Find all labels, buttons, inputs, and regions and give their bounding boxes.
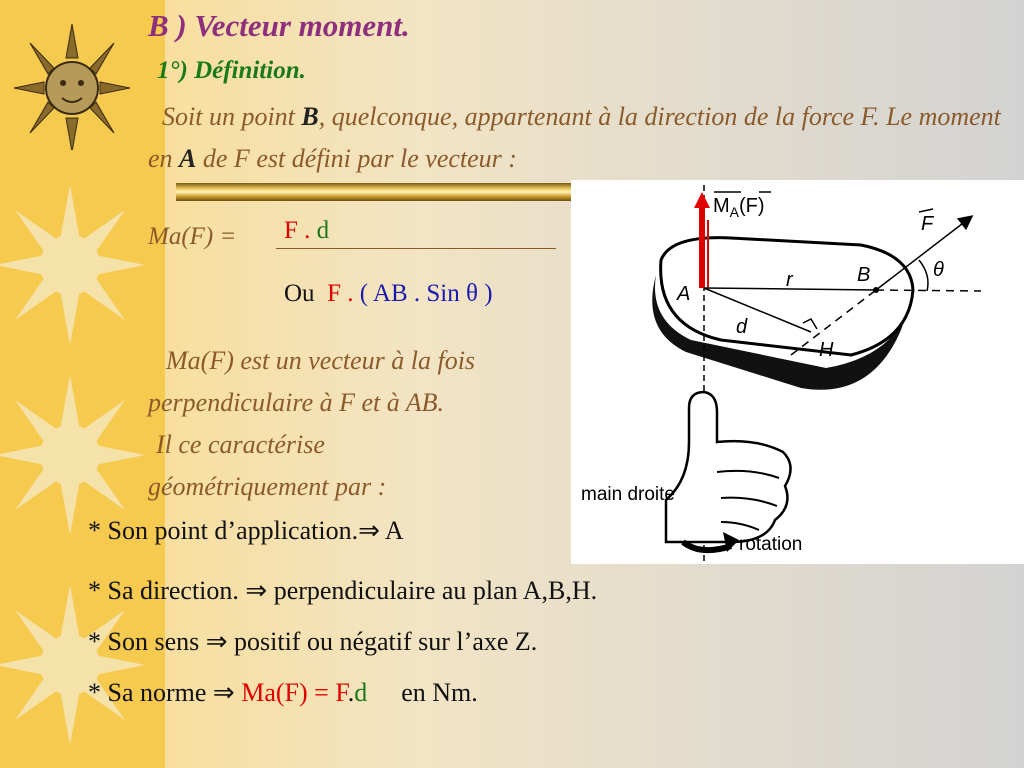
formula-f: F . bbox=[284, 217, 311, 244]
label-h: H bbox=[819, 339, 834, 361]
label-point-a: A bbox=[677, 283, 691, 305]
formula-ab-sin: ( AB . Sin θ ) bbox=[359, 280, 493, 307]
label-rotation: rotation bbox=[739, 534, 803, 555]
description-line-1: Ma(F) est un vecteur à la fois bbox=[166, 346, 476, 375]
description-line-3: Il ce caractérise bbox=[156, 430, 325, 459]
label-main-droite: main droite bbox=[581, 484, 675, 505]
bullet-sens: * Son sens ⇒ positif ou négatif sur l’axe Z. bbox=[88, 627, 538, 656]
point-b: B bbox=[301, 102, 319, 131]
formula-alternative bbox=[284, 280, 493, 308]
formula-lhs: Ma(F) = bbox=[148, 223, 237, 250]
label-moment: $M_A(F)$ bbox=[713, 195, 765, 220]
description-paragraph bbox=[148, 340, 578, 508]
ou-label: Ou bbox=[284, 280, 315, 307]
sun-face-icon bbox=[12, 20, 132, 150]
label-theta: θ bbox=[933, 259, 944, 281]
formula-f-alt: F . bbox=[327, 280, 354, 307]
gold-divider-bar bbox=[176, 183, 596, 201]
sun-icon bbox=[0, 180, 150, 350]
label-point-b: B bbox=[857, 264, 871, 286]
bullet-direction: * Sa direction. ⇒ perpendiculaire au plan A,B,H. bbox=[88, 576, 598, 605]
section-subtitle: 1°) Définition. bbox=[157, 57, 306, 84]
label-force: F bbox=[921, 213, 934, 235]
intro-text-3: de F est défini par le vecteur : bbox=[196, 144, 517, 173]
slide-title: B ) Vecteur moment. bbox=[148, 8, 410, 43]
bullet-point-application: * Son point d’application.⇒ A bbox=[88, 516, 404, 545]
description-line-4: géométriquement par : bbox=[148, 472, 387, 501]
sun-icon bbox=[0, 370, 150, 540]
intro-text-2: , quelconque, appartenant à la direction de la force F. Le moment en bbox=[148, 102, 1001, 173]
label-d: d bbox=[736, 316, 748, 338]
point-a: A bbox=[179, 144, 197, 173]
intro-text-1: Soit un point bbox=[162, 102, 302, 131]
label-r: r bbox=[786, 269, 793, 291]
moment-diagram bbox=[571, 180, 1024, 564]
formula-underline bbox=[276, 248, 556, 249]
formula-d: d bbox=[316, 217, 330, 244]
formula-f-dot-d bbox=[284, 217, 329, 245]
description-line-2: perpendiculaire à F et à AB. bbox=[148, 388, 445, 417]
intro-paragraph bbox=[148, 96, 1008, 180]
bullet-norme: * Sa norme ⇒ Ma(F) = F.d en Nm. bbox=[88, 678, 478, 707]
